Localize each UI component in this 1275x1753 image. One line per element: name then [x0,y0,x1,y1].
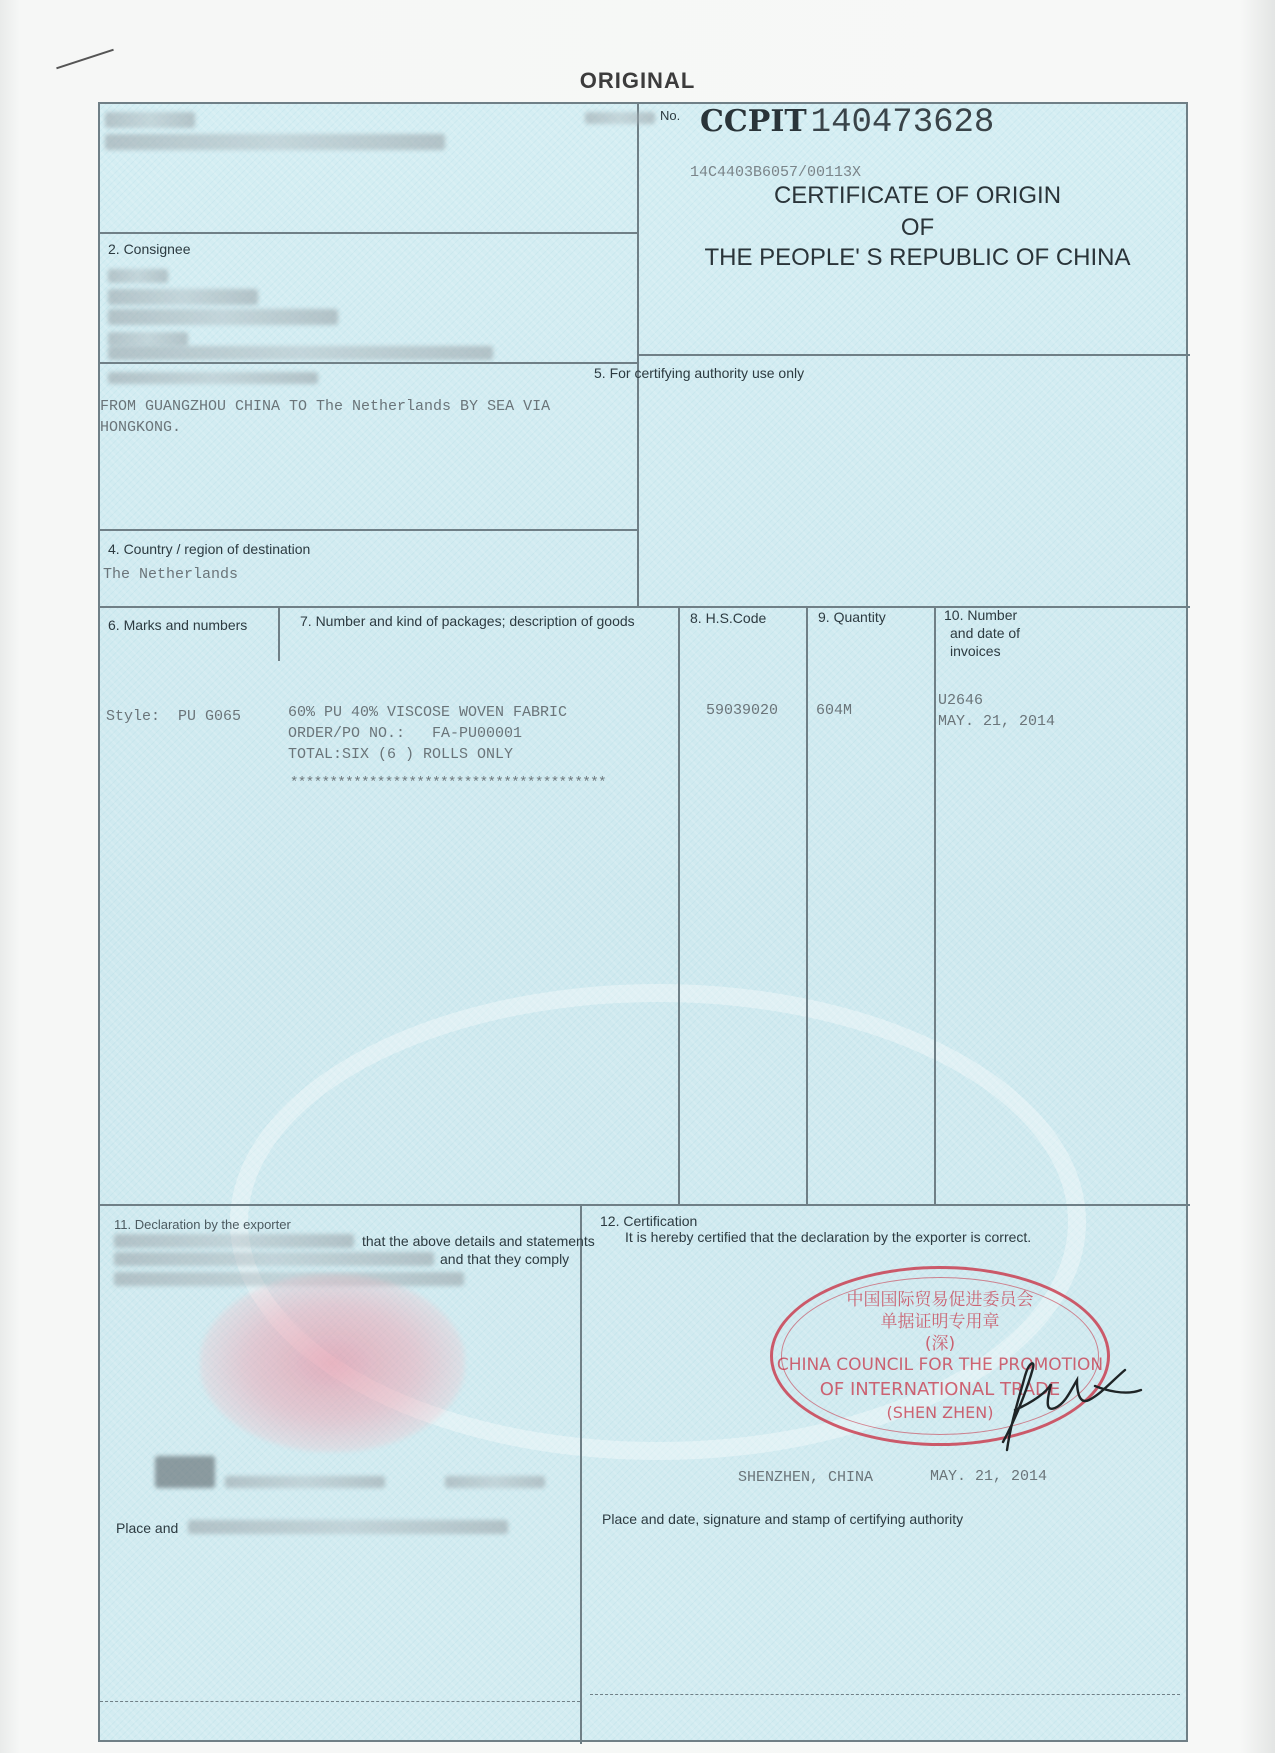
stamp-cn-line1: 中国国际贸易促进委员会 [846,1290,1034,1310]
divider-top-middle [637,104,639,514]
quantity-value: 604M [816,702,853,719]
invoice-date: MAY. 21, 2014 [938,713,1056,730]
marks-label: Style: [106,708,161,725]
header-quantity: 9. Quantity [818,609,886,625]
redacted-declaration-2 [114,1252,434,1266]
redacted-consignee-1 [108,269,168,283]
divider-table-top [100,606,1190,608]
no-label: No. [660,108,681,123]
redacted-exporter-address [105,134,445,150]
divider-desc [678,606,680,1204]
desc-line2: ORDER/PO NO.: FA-PU00001 [288,725,523,742]
redacted-consignee-4 [108,332,188,346]
redacted-exporter-label [105,112,195,128]
transport-line2: HONGKONG. [100,419,182,436]
redacted-no-label [585,112,655,124]
certification-footer: Place and date, signature and stamp of certifying authority [602,1511,964,1527]
redacted-exporter-stamp [200,1274,465,1452]
redacted-exporter-date [445,1476,545,1488]
header-invoices-2: and date of [950,625,1021,641]
redacted-consignee-2 [108,289,258,305]
divider-table-bottom [100,1204,1190,1206]
redacted-consignee-3 [108,309,338,325]
dashed-right [590,1694,1180,1695]
original-label: ORIGINAL [579,68,696,93]
declaration-text-2: and that they comply [440,1251,570,1267]
stamp-en-line1: CHINA COUNCIL FOR THE PROMOTION [776,1355,1104,1375]
divider-title [637,354,1190,356]
certificate-serial: 14C4403B6057/00113X [690,164,862,181]
stamp-cn-line2: 单据证明专用章 [880,1312,1000,1332]
certificate-digits: 140473628 [810,104,995,142]
divider-qty [934,606,936,1204]
header-invoices-1: 10. Number [944,607,1018,623]
consignee-label: 2. Consignee [108,241,191,257]
desc-line3: TOTAL:SIX (6 ) ROLLS ONLY [288,746,514,763]
declaration-text-1: that the above details and statements [362,1233,595,1249]
hs-code-value: 59039020 [706,702,779,719]
desc-line1: 60% PU 40% VISCOSE WOVEN FABRIC [288,704,568,721]
certificate-prefix: CCPIT [700,104,807,139]
transport-line1: FROM GUANGZHOU CHINA TO The Netherlands BY SEA VIA [100,398,551,415]
divider-box2 [100,362,637,364]
declaration-footer: Place and [116,1520,179,1536]
divider-hs [806,606,808,1204]
authority-signature [985,1350,1145,1460]
invoice-number: U2646 [938,692,984,709]
divider-marks [278,606,280,661]
header-packages: 7. Number and kind of packages; description of goods [300,613,635,629]
title-line3: THE PEOPLE' S REPUBLIC OF CHINA [704,244,1131,271]
divider-box3 [100,529,637,531]
dashed-left [100,1701,580,1702]
redacted-declaration-1 [114,1234,354,1248]
authority-label: 5. For certifying authority use only [594,365,805,381]
stamp-en-line2: OF INTERNATIONAL TRADE [819,1379,1061,1400]
stamp-cn-line3: (深) [924,1334,956,1354]
divider-bottom-middle [580,1204,582,1744]
destination-value: The Netherlands [103,566,239,583]
redacted-transport-label [108,372,318,384]
declaration-label: 11. Declaration by the exporter [114,1217,291,1232]
redacted-declaration-footer [188,1520,508,1534]
header-hs-code: 8. H.S.Code [690,610,767,626]
certification-text: It is hereby certified that the declaration by the exporter is correct. [625,1229,1032,1245]
destination-label: 4. Country / region of destination [108,541,311,557]
marks-value: PU G065 [178,708,242,725]
certification-date: MAY. 21, 2014 [930,1468,1048,1485]
title-line1: CERTIFICATE OF ORIGIN [773,182,1062,209]
title-line2: OF [900,214,935,241]
redacted-exporter-signature [155,1456,215,1488]
certificate-form [98,102,1188,1742]
redacted-exporter-place [225,1476,385,1488]
redacted-consignee-5 [108,346,493,360]
desc-stars: **************************************** [290,775,607,791]
divider-dest [637,514,639,606]
header-invoices-3: invoices [950,643,1001,659]
certification-label: 12. Certification [600,1213,698,1229]
header-marks: 6. Marks and numbers [108,617,248,633]
certification-place: SHENZHEN, CHINA [738,1469,874,1486]
certificate-number [700,104,994,142]
divider-box1 [100,232,637,234]
stamp-en-line3: (SHEN ZHEN) [886,1403,994,1422]
